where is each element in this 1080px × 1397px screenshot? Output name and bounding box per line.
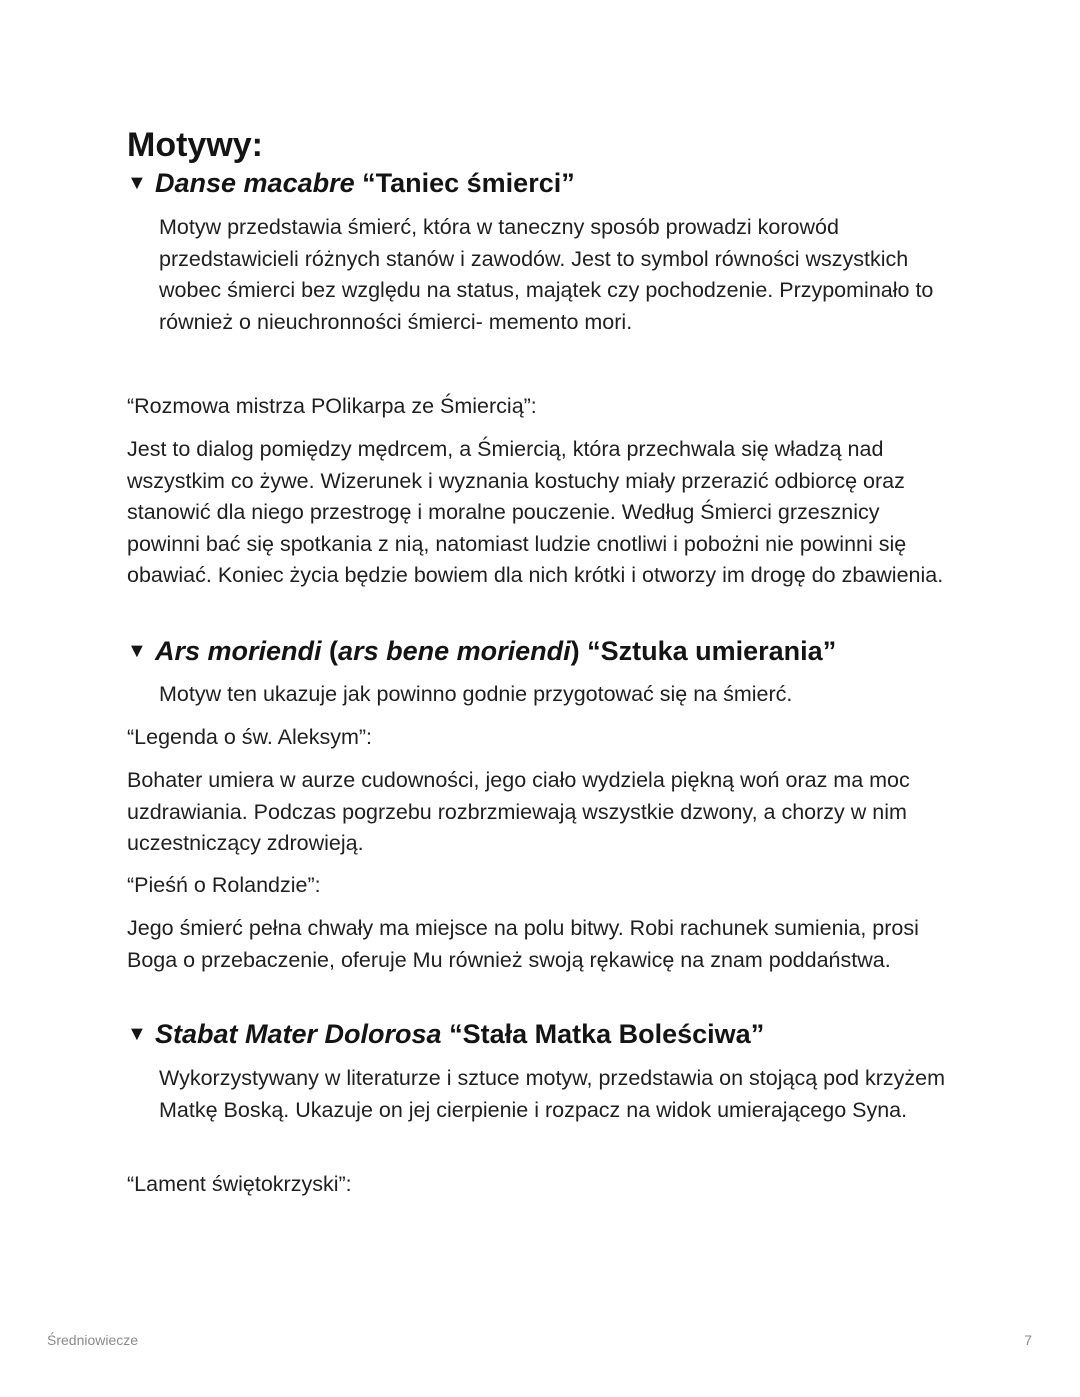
toggle-triangle-icon[interactable]: ▼ — [127, 640, 147, 662]
heading-paren-open: ( — [321, 636, 339, 666]
heading-latin-term: Stabat Mater Dolorosa — [155, 1019, 442, 1049]
work-title: “Legenda o św. Aleksym”: — [127, 725, 372, 749]
footer-page-number: 7 — [1024, 1332, 1032, 1348]
toggle-heading-ars-moriendi[interactable] — [127, 633, 836, 669]
work-title: “Lament świętokrzyski”: — [127, 1172, 352, 1196]
heading-translation: ) “Sztuka umierania” — [570, 636, 837, 666]
footer-section-name: Średniowiecze — [47, 1332, 139, 1348]
heading-translation: “Stała Matka Boleściwa” — [441, 1019, 765, 1049]
section-description: Motyw ten ukazuje jak powinno godnie przygotować się na śmierć. — [159, 682, 793, 706]
work-summary: Jego śmierć pełna chwały ma miejsce na polu bitwy. Robi rachunek sumienia, prosi Boga o przebaczenie, oferuje Mu również swoją rękawicę na znam poddaństwa. — [127, 916, 919, 972]
section-description: Wykorzystywany w literaturze i sztuce motyw, przedstawia on stojącą pod krzyżem Matkę Boską. Ukazuje on jej cierpienie i rozpacz na widok umierającego Syna. — [159, 1066, 946, 1122]
work-title: “Pieśń o Rolandzie”: — [127, 873, 321, 897]
toggle-heading-danse-macabre[interactable] — [127, 165, 575, 201]
page-title: Motywy: — [127, 126, 263, 164]
toggle-heading-stabat-mater[interactable] — [127, 1016, 764, 1052]
work-title: “Rozmowa mistrza POlikarpa ze Śmiercią”: — [127, 394, 537, 418]
section-description: Motyw przedstawia śmierć, która w taneczny sposób prowadzi korowód przedstawicieli różnych stanów i zawodów. Jest to symbol równości wszystkich wobec śmierci bez względu na status, majątek czy pochodzenie. Przypominało to również o nieuchronności śmierci- memento mori. — [159, 215, 934, 334]
heading-latin-term: Ars moriendi — [155, 636, 322, 666]
heading-latin-term-alt: ars bene moriendi — [338, 636, 571, 666]
work-summary: Bohater umiera w aurze cudowności, jego ciało wydziela piękną woń oraz ma moc uzdrawiania. Podczas pogrzebu rozbrzmiewają wszystkie dzwony, a chorzy w nim uczestniczący zdrowieją. — [127, 768, 910, 855]
toggle-triangle-icon[interactable]: ▼ — [127, 1023, 147, 1045]
heading-latin-term: Danse macabre — [155, 168, 355, 198]
toggle-triangle-icon[interactable]: ▼ — [127, 172, 147, 194]
work-summary: Jest to dialog pomiędzy mędrcem, a Śmiercią, która przechwala się władzą nad wszystkim co żywe. Wizerunek i wyznania kostuchy miały przerazić odbiorcę oraz stanowić dla niego przestrogę i moralne pouczenie. Według Śmierci grzesznicy powinni bać się spotkania z nią, natomiast ludzie cnotliwi i pobożni nie powinni się obawiać. Koniec życia będzie bowiem dla nich krótki i otworzy im drogę do zbawienia. — [127, 437, 944, 587]
heading-translation: “Taniec śmierci” — [354, 168, 575, 198]
